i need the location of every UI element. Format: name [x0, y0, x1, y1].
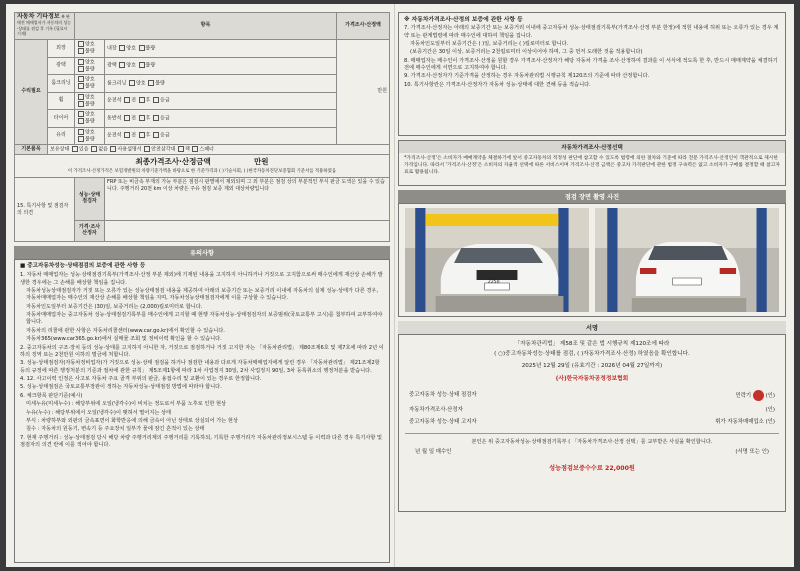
notice-item: 자동차성능상태점검자가 거짓 또는 오류가 있는 성능상태점검 내용을 제공하여 아래의 보증기간 또는 보증거리 이내에 자동차의 실제 성능·상태가 다른 경우, 자동차매매업자는 매수인의 재산상 손해를 배상할 책임을 지며, 자동차성능상태점검자에게 이를 구상할 수 있습니다. — [26, 287, 379, 302]
stamp-icon — [753, 390, 764, 401]
signer-row: 자동차가격조사·산정자 (인) — [409, 407, 775, 413]
receipt-date: 년 월 일 매수인 — [415, 449, 452, 455]
notice-item: 6. 체크항목 판단기준(예시) — [20, 392, 83, 399]
notice-item: 자동차매매업자는 중고자동차 성능·상태점검기록부를 매수인에게 고지할 때 현행 자동차성능·상태점검자의 보증범위(국토교통부 고시)를 첨부하여 교부하여야 합니다. — [26, 312, 383, 326]
checkbox[interactable] — [124, 97, 130, 103]
checkbox[interactable] — [129, 80, 135, 86]
rear-car-photo — [595, 208, 779, 312]
row-label-basic: 기본품목 — [15, 145, 48, 155]
guarantee-item: 7. 가격조사·산정자는 아래의 보증기간 또는 보증거리 이내에 중고자동차 성능·상태점검기록부(가격조사·산정 부분 한정)에 적힌 내용에 허위 또는 오류가 있는 경우 계약 또는 관계법령에 따라 매수인에 대하여 책임을 집니다. — [404, 25, 779, 39]
signer-row: 중고자동차 성능·상태 점검자 민락기 (인) — [409, 392, 775, 399]
item-label: 룸크리닝 — [48, 75, 75, 93]
table-subtitle: ※ 판매전 매매업자가 자동차의 성능·상태를 점검 후 기록 (필요시 기재) — [17, 14, 72, 37]
front-car-photo — [405, 208, 589, 312]
org-name: (사)한국자동차공정정보협회 — [555, 376, 629, 382]
item-label: 유리 — [48, 127, 75, 145]
notice-item: 5. 성능·상태점검은 국토교통부장관이 정하는 자동차성능·상태점검 방법에 따라야 합니다. — [20, 384, 222, 391]
final-price-unit: 만원 — [254, 157, 269, 167]
checkbox[interactable] — [148, 80, 154, 86]
checkbox[interactable] — [78, 48, 84, 54]
checkbox[interactable] — [72, 146, 78, 152]
checkbox[interactable] — [78, 94, 84, 100]
row-label-repair: 수리필요 — [15, 40, 48, 145]
sign-line1: 「자동차관리법」 제58조 및 같은 법 시행규칙 제120조에 따라 — [514, 341, 670, 347]
notice-item: 2. 중고자동차의 구조·장치 등의 성능·상태를 고지하지 아니한 자, 거짓으로 점검하거나 거짓 고지한 자는 「자동차관리법」 제80조제6호 및 제7호에 따라 2년 이하의 징역 또는 2천만원 이하의 벌금에 처합니다. — [20, 344, 384, 358]
notice-item: 부식 : 차량하부와 외판의 금속표면이 화학반응에 의해 금속이 아닌 상태로 상실되어 가는 현상 — [26, 417, 238, 424]
checkbox[interactable] — [119, 62, 125, 68]
final-price-note: 이 가격조사·산정가격은 보험개발원의 차량기준가액을 바탕으로 한 기준가격과 ( )기술사회, ( )한국자동차진단보증협회 기준서를 적용하였음 — [67, 169, 337, 175]
checkbox[interactable] — [78, 59, 84, 65]
col-item: 항목 — [75, 13, 337, 40]
sign-line2: ( ○)중고자동차성능·상태를 점검, ( )자동차가격조사·산정) 하였음을 확인합니다. — [494, 351, 690, 357]
special-sub2: 가격·조사 산정자 — [75, 221, 105, 242]
checkbox[interactable] — [78, 76, 84, 82]
notice-item: 자동차365(www.car365.go.kr)에서 실매물 조회 및 정비이력 확인을 할 수 있습니다. — [26, 336, 222, 343]
photo-bar: 점검 장면 촬영 사진 — [398, 190, 786, 203]
checkbox[interactable] — [139, 97, 145, 103]
item-label: 휠 — [48, 92, 75, 110]
photo-area — [398, 203, 786, 317]
checkbox[interactable] — [91, 146, 97, 152]
special-sub1: 성능·상태점검자 — [75, 178, 105, 221]
col-price: 가격조사·산정액 — [337, 13, 390, 40]
guarantee-item: 8. 매매업자는 매수인이 가격조사·산정을 원할 경우 가격조사·산정자가 해당 자동차 가격을 조사·산정하여 결과를 이 서식에 적도록 한 후, 반드시 매매계약을 체결하기 전에 매수인에게 서면으로 고지하여야 합니다. — [404, 57, 778, 72]
left-column — [14, 12, 390, 564]
checkbox[interactable] — [139, 45, 145, 51]
checkbox[interactable] — [178, 146, 184, 152]
table-title: 자동차 기타정보 — [17, 13, 60, 20]
guarantee-box — [398, 12, 786, 136]
guarantee-item: 자동차인도일부터 보증기간은 ( )일, 보증거리는 ( )킬로미터로 합니다. — [410, 40, 569, 47]
checkbox[interactable] — [144, 146, 150, 152]
right-column — [398, 12, 786, 564]
checkbox[interactable] — [78, 118, 84, 124]
price-party-box — [398, 140, 786, 186]
guarantee-item: 9. 가격조사·산정자가 기준가격을 산정하는 경우 자동차관리법 시행규칙 제120조의 기준에 따라 산정합니다. — [404, 73, 650, 80]
checkbox[interactable] — [139, 132, 145, 138]
sign-date: 2025년 12월 29일 (유효기간 : 2026년 04월 27일까지) — [521, 363, 663, 369]
checkbox[interactable] — [78, 66, 84, 72]
checkbox[interactable] — [153, 115, 159, 121]
checkbox[interactable] — [153, 132, 159, 138]
notice-item: 누유(누수) : 해당부위에서 오일(냉각수)이 맺혀서 떨어지는 상태 — [26, 409, 172, 416]
final-price-label: 최종가격조사·산정금액 — [135, 157, 211, 167]
notice-item: 침수 : 자동차의 원동기, 변속기 등 주요장치 일부가 물에 잠긴 흔적이 있는 상태 — [26, 426, 205, 433]
guarantee-head: ※ 자동차가격조사·산정의 보증에 관한 사항 등 — [404, 17, 523, 23]
special-label: 15. 특기사항 및 점검자의 의견 — [15, 178, 75, 242]
receipt-line: 본인은 위 중고자동차성능·상태점검기록부 ( 「자동차가격조사·산정 선택」를 교부받은 사실을 확인합니다. — [471, 439, 713, 445]
item-label: 외장 — [48, 40, 75, 58]
checkbox[interactable] — [124, 115, 130, 121]
item-label: 광택 — [48, 57, 75, 75]
checkbox[interactable] — [192, 146, 198, 152]
price-party-text: *가격조사·산정'은 소비자가 매매계약을 체결하기에 앞서 중고자동차의 적정성 판단에 참고할 수 있도록 법령에 의한 절차와 기준에 따라 전문 가격조사·산정인이 객관적으로 제시한 가격입니다. 따라서 '가격조사·산정'은 소비자의 자율적 선택에 따른 서비스이며 가격조사·산정 금액은 중고차 가격판단에 관한 법정 구속력은 없고 소비자가 구매를 결정할 때 참고자료로 활용됩니다. — [404, 156, 780, 175]
checkbox[interactable] — [78, 83, 84, 89]
checkbox[interactable] — [78, 41, 84, 47]
special-text: FRP 또는 비금속 부재의 가능 부분은 점검시 판별에서 제외되며 그 외 부분은 점검 상의 부분적인 부식 판금 도색은 있을 수 있습니다. 주행거리 20천 km 이상 차량은 주유 점검 보증 제외 대상차량입니다 — [105, 178, 390, 221]
sign-bar: 서명 — [398, 321, 786, 334]
notice-item: 자동차의 리콜에 관한 사항은 자동차리콜센터(www.car.go.kr)에서 확인할 수 있습니다. — [26, 327, 225, 334]
checkbox[interactable] — [153, 97, 159, 103]
checkbox[interactable] — [78, 101, 84, 107]
checkbox[interactable] — [139, 62, 145, 68]
checkbox[interactable] — [139, 115, 145, 121]
notice-item: 자동차인도일부터 보증기간은 (30)일, 보증거리는 (2,000)킬로미터로 합니다. — [26, 303, 203, 310]
item-label: 타이어 — [48, 110, 75, 128]
checkbox[interactable] — [119, 45, 125, 51]
notice-item: 4. 12. 사고이력 인정은 사고로 자동차 주요 골격 부위의 판금, 용접수리 및 교환이 있는 경우로 한정합니다. — [20, 376, 262, 383]
notice-item: 미세누유(미세누수) : 해당부위에 오일(냉각수)이 비치는 정도로서 부품 노후로 인한 현상 — [26, 401, 227, 408]
checkbox[interactable] — [110, 146, 116, 152]
other-info-table: 자동차 기타정보 ※ 판매전 매매업자가 자동차의 성능·상태를 점검 후 기록 (필요시 기재) 항목 가격조사·산정액 수리필요 외장 양호 불량 내장 양호 불량 만원 광택 양호 불량 광택 양호 불량 룸크리닝 양호 불량 룸크리닝 양호 불량 휠 양호 불량 운전석 전 후 응급 타이어 양호 불량 동반석 전 후 응급 유리 양호 불량 운전석 전 후 응급 기본품목 보유상태 있음 없음 사용설명서 안전삼각대 잭 스패너 최종가격조사·산정금액 만원 이 가격조사·산정가격은 보험개발원의 차량기준가액을 바탕으로 한 기준가격과 ( )기술사회, ( )한국자동차진단보증협회 기준서를 적용하였음 15. 특기사항 및 점검자의 의견 성능·상태점검자 FRP 또는 비금속 부재의 가능 부분은 점검시 판별에서 제외되며 그 외 부분은 점검 상의 부분적인 부식 판금 도색은 있을 수 있습니다. 주행거리 20천 km 이상 차량은 주유 점검 보증 제외 대상차량입니다 가격·조사 산정자 — [14, 12, 390, 242]
sign-box — [398, 334, 786, 512]
price-won: 만원 — [337, 40, 390, 145]
receipt-mark: (서명 또는 인) — [735, 449, 769, 455]
guarantee-item: 10. 특기사항란은 가격조사·산정자가 자동차 성능·상태에 대한 견해 등을 적습니다. — [404, 81, 591, 88]
document-sheet — [6, 4, 794, 567]
fee-text: 성능점검보증수수료 22,000원 — [549, 465, 635, 472]
notice-item: 3. 성능·상태점검자(자동차정비업자)가 거짓으로 성능·상태 점검을 하거나 점검한 내용과 다르게 자동차매매업자에게 알린 경우 「자동차관리법」 제21조제2항 등의 규정에 따른 행정처분의 기준과 절차에 관한 규칙」 제5조제1항에 따라 1차 사업정지 30일, 2차 사업정지 90일, 3차 등록취소의 행정처분을 받습니다. — [20, 360, 380, 374]
checkbox[interactable] — [78, 136, 84, 142]
notice-head: ■ 중고자동차성능·상태점검의 보증에 관한 사항 등 — [20, 263, 146, 270]
plate-number: 2250 — [487, 280, 500, 285]
checkbox[interactable] — [78, 111, 84, 117]
notice-item: 7. 현재 주행거리 : 성능·상태점검 당시 해당 차량 주행거리계의 주행거리를 기록하되, 기록한 주행거리가 자동차관리정보시스템 등 이력과 다른 경우 특기사항 및 점검자의 의견 란에 이를 적어야 합니다. — [20, 434, 383, 449]
checkbox[interactable] — [124, 132, 130, 138]
checkbox[interactable] — [78, 129, 84, 135]
notice-box — [14, 259, 390, 563]
notice-bar: 유의사항 — [14, 246, 390, 259]
price-party-title: 자동차가격조사·산정선택 — [399, 141, 785, 153]
notice-item: 1. 자동차 매매업자는 성능·상태점검기록부(가격조사·산정 부분 제외)에 기재된 내용을 고지하지 아니하거나 거짓으로 고지함으로써 매수인에게 재산상 손해가 발생한 경우에는 그 손해를 배상할 책임을 집니다. — [20, 272, 383, 286]
signer-row: 중고자동차 성능·상태 고지자 휘가 자동차매매업소 (인) — [409, 419, 775, 425]
guarantee-item: (보증기간은 30일 이상, 보증거리는 2천킬로미터 이상이어야 하며, 그 중 먼저 도래한 것을 적용합니다) — [410, 49, 643, 56]
